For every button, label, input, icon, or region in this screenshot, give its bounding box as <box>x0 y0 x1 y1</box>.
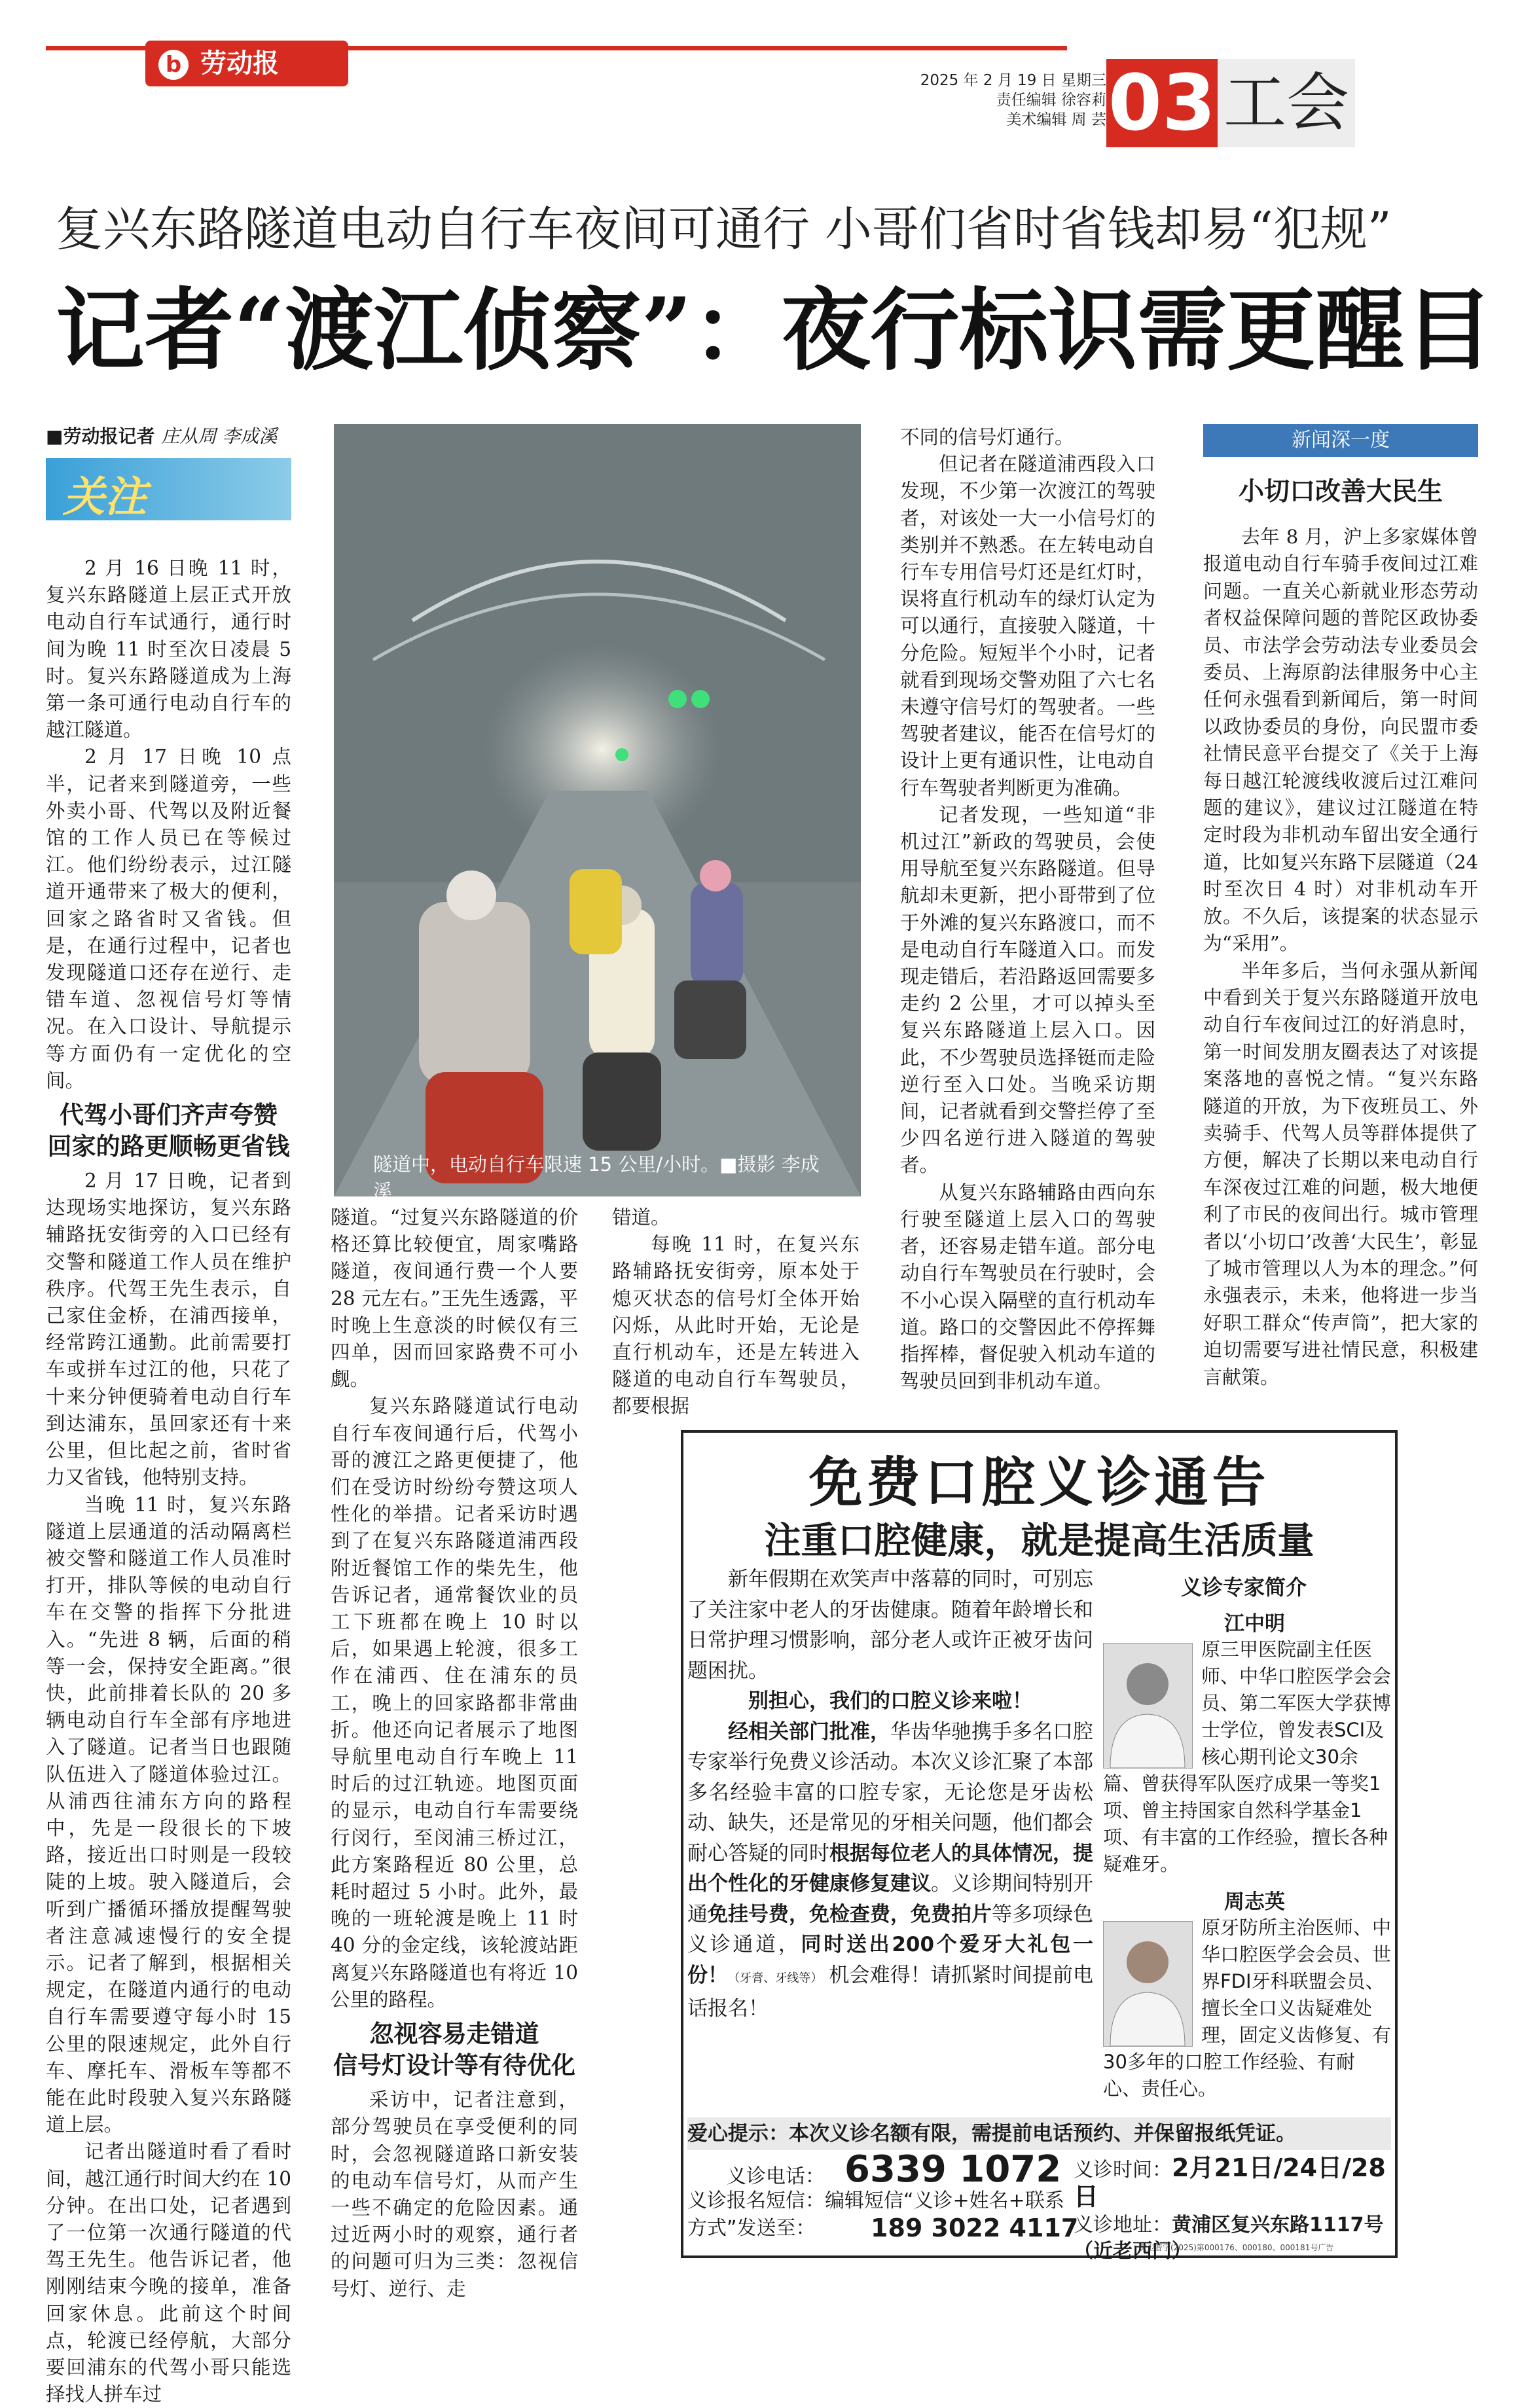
tel-number[interactable]: 6339 1072 <box>844 2148 1062 2191</box>
tunnel-photo <box>334 424 861 1196</box>
responsible-editor: 责任编辑 徐容莉 <box>996 92 1106 109</box>
paragraph: 记者出隧道时看了看时间，越江通行时间大约在 10 分钟。在出口处，记者遇到了一位第一次通行隧道的代驾王先生。他告诉记者，他刚刚结束今晚的接单，准备回家休息。此前这个时间点，轮渡已经停航，大部分要回浦东的代驾小哥只能选择找人拼车过 <box>46 2140 291 2406</box>
paragraph: 采访中，记者注意到，部分驾驶员在享受便利的同时，会忽视隧道路口新安装的电动车信号灯，从而产生一些不确定的危险因素。通过近两小时的观察，通行者的问题可归为三类：忽视信号灯、逆行、走 <box>331 2089 578 2300</box>
visit-time-value: 2月21日/24日/28日 <box>1074 2153 1386 2211</box>
paragraph: 半年多后，当何永强从新闻中看到关于复兴东路隧道开放电动自行车夜间过江的好消息时，第一时间发朋友圈表达了对该提案落地的喜悦之情。“复兴东路隧道的开放，为下夜班员工、外卖骑手、代驾人员等群体提供了方便，解决了长期以来电动自行车深夜过江难的问题，极大地便利了市民的夜间出行。城市管理者以‘小切口’改善‘大民生’，彰显了城市管理以人为本的理念。”何永强表示，未来，他将进一步当好职工群众“传声筒”，把大家的迫切需要写进社情民意，积极建言献策。 <box>1203 959 1478 1388</box>
ad-bold: 根据每位老人的具体情况，提出个性化的牙健康修复建议 <box>687 1841 1093 1896</box>
paragraph: 隧道。“过复兴东路隧道的价格还算比较便宜，周家嘴路隧道，夜间通行费一个人要 28 元左右。”王先生透露，平时晚上生意淡的时候仅有三四单，因而回家路费不可小觑。 <box>331 1206 578 1391</box>
article-column-2 <box>331 1204 578 2303</box>
section-heading-2: 忽视容易走错道 信号灯设计等有待优化 <box>333 2020 575 2080</box>
expert1-bio-text: 原三甲医院副主任医师、中华口腔医学会会员、第二军医大学获博士学位，曾发表SCI及核心期刊论文30余篇、曾获得军队医疗成果一等奖1项、曾主持国家自然科学基金1项、有丰富的工作经验，擅长各种疑难牙。 <box>1103 1638 1392 1875</box>
byline-label: ■劳动报记者 <box>46 425 155 447</box>
ad-text: 等多项绿色义诊通道， <box>687 1902 1093 1956</box>
section-name: 工会 <box>1218 59 1355 147</box>
sms-number[interactable]: 189 3022 4117 <box>871 2214 1079 2242</box>
paragraph: 2 月 17 日晚，记者到达现场实地探访，复兴东路辅路抚安街旁的入口已经有交警和隧道工作人员在维护秩序。代驾王先生表示，自己家住金桥，在浦西接单，经常跨江通勤。此前需要打车或拼车过江的他，只花了十来分钟便骑着电动自行车到达浦东，虽回家还有十来公里，但比起之前，省时省力又省钱，他特别支持。 <box>46 1170 291 1489</box>
tunnel-photo-illustration <box>334 424 861 1196</box>
paragraph: 2 月 16 日晚 11 时，复兴东路隧道上层正式开放电动自行车试通行，通行时间为晚 11 时至次日凌晨 5 时。复兴东路隧道成为上海第一条可通行电动自行车的越江隧道。 <box>46 557 291 742</box>
sidebar-label: 新闻深一度 <box>1203 424 1478 457</box>
sms-label: 义诊报名短信：编辑短信“义诊+姓名+联系方式”发送至： <box>687 2189 1064 2240</box>
visit-addr-value: 黄浦区复兴东路1117号（近老西门） <box>1074 2214 1384 2263</box>
article-title: 记者“渡江侦察”：夜行标识需更醒目 <box>56 278 1494 383</box>
focus-tag-text: 关注 <box>63 473 147 522</box>
visit-time <box>1074 2155 1388 2212</box>
tel-label: 义诊电话： <box>727 2165 825 2188</box>
ad-bold: 经相关部门批准， <box>728 1719 890 1744</box>
paragraph: 但记者在隧道浦西段入口发现，不少第一次渡江的驾驶者，对该处一大一小信号灯的类别并不熟悉。在左转电动自行车专用信号灯还是红灯时，误将直行机动车的绿灯认定为可以通行，直接驶入隧道，十分危险。短短半个小时，记者就看到现场交警劝阻了六七名未遵守信号灯的驾驶者。一些驾驶者建议，能否在信号灯的设计上更有通识性，让电动自行车驾驶者判断更为准确。 <box>900 453 1155 799</box>
article-subtitle: 复兴东路隧道电动自行车夜间可通行 小哥们省时省钱却易“犯规” <box>56 202 1392 257</box>
photo-caption: 隧道中，电动自行车限速 15 公里/小时。■摄影 李成溪 <box>373 1153 820 1202</box>
ad-small: （牙膏、牙线等） <box>728 1971 823 1985</box>
ad-paragraph <box>687 1717 1093 2024</box>
visit-address <box>1074 2212 1388 2265</box>
art-editor: 美术编辑 周 芸 <box>1006 111 1106 128</box>
paragraph: 去年 8 月，沪上多家媒体曾报道电动自行车骑手夜间过江难问题。一直关心新就业形态劳动者权益保障问题的普陀区政协委员、市法学会劳动法专业委员会委员、上海原韵法律服务中心主任何永强看到新闻后，第一时间以政协委员的身份，向民盟市委社情民意平台提交了《关于上海每日越江轮渡线收渡后过江难问题的建议》，建议过江隧道在特定时段为非机动车留出安全通行道，比如复兴东路下层隧道（24 时至次日 4 时）对非机动车开放。不久后，该提案的状态显示为“采用”。 <box>1203 526 1478 955</box>
ad-license: 黄卫普字(2025)第000176、000180、000181号广告 <box>1139 2243 1334 2252</box>
sidebar-body <box>1203 524 1478 1391</box>
ad-text: 。义诊期间特别开通 <box>687 1872 1093 1926</box>
focus-tag <box>46 458 291 520</box>
expert1-photo-space <box>1103 1636 1201 1767</box>
ad-tip-text: 爱心提示：本次义诊名额有限，需提前电话预约、并保留报纸凭证。 <box>687 2122 1296 2146</box>
article-column-3 <box>612 1204 860 1420</box>
paragraph: 每晚 11 时，在复兴东路辅路抚安街旁，原本处于熄灭状态的信号灯全体开始闪烁，从此时开始，无论是直行机动车，还是左转进入隧道的电动自行车驾驶员，都要根据 <box>612 1233 860 1418</box>
paragraph: 不同的信号灯通行。 <box>900 426 1074 448</box>
expert1-name: 江中明 <box>1224 1612 1285 1636</box>
ad-subtitle: 注重口腔健康，就是提高生活质量 <box>764 1520 1314 1562</box>
issue-meta <box>897 71 1106 130</box>
paragraph: 2 月 17 日晚 10 点半，记者来到隧道旁，一些外卖小哥、代驾以及附近餐馆的工作人员已在等候过江。他们纷纷表示，过江隧道开通带来了极大的便利，回家之路省时又省钱。但是，在通行过程中，记者也发现隧道口还存在逆行、走错车道、忽视信号灯等情况。在入口设计、导航提示等方面仍有一定优化的空间。 <box>46 746 291 1092</box>
paragraph: 当晚 11 时，复兴东路隧道上层通道的活动隔离栏被交警和隧道工作人员准时打开，排队等候的电动自行车在交警的指挥下分批进入。“先进 8 辆，后面的稍等一会，保持安全距离。”很快，此前排着长队的 20 多辆电动自行车全部有序地进入了隧道。记者当日也跟随队伍进入了隧道体验过江。从浦西往浦东方向的路程中，先是一段很长的下坡路，接近出口时则是一段较陡的上坡。驶入隧道后，会听到广播循环播放提醒驾驶者注意减速慢行的安全提示。记者了解到，根据相关规定，在隧道内通行的电动自行车需要遵守每小时 15 公里的限速规定，此外自行车、摩托车、滑板车等都不能在此时段驶入复兴东路隧道上层。 <box>46 1493 291 2136</box>
visit-time-label: 义诊时间： <box>1074 2159 1172 2182</box>
page-number: 03 <box>1106 59 1218 147</box>
sidebar-title: 小切口改善大民生 <box>1238 476 1443 507</box>
issue-date: 2025 年 2 月 19 日 星期三 <box>920 72 1106 89</box>
ad-highlight: 别担心，我们的口腔义诊来啦！ <box>748 1689 1032 1713</box>
logo-text: 劳动报 <box>200 48 279 79</box>
byline-names: 庄从周 李成溪 <box>161 425 278 447</box>
ad-paragraph: 新年假期在欢笑声中落幕的同时，可别忘了关注家中老人的牙齿健康。随着年龄增长和日常护理习惯影响，部分老人或许正被牙齿问题困扰。 <box>687 1568 1093 1683</box>
ad-text: 华齿华驰携手多名口腔专家举行免费义诊活动。本次义诊汇聚了本部多名经验丰富的口腔专家，无论您是牙齿松动、缺失，还是常见的牙相关问题，他们都会耐心答疑的同时 <box>687 1719 1093 1865</box>
visit-addr-label: 义诊地址： <box>1074 2214 1172 2237</box>
expert2-bio <box>1103 1914 1391 2102</box>
experts-title: 义诊专家简介 <box>1180 1575 1307 1600</box>
article-column-4 <box>900 424 1155 1395</box>
newspaper-logo <box>145 41 348 86</box>
logo-mark-icon: b <box>158 50 189 80</box>
section-heading-1: 代驾小哥们齐声夸赞 回家的路更顺畅更省钱 <box>47 1101 290 1161</box>
paragraph: 复兴东路隧道试行电动自行车夜间通行后，代驾小哥的渡江之路更便捷了，他们在受访时纷纷夸赞这项人性化的举措。记者采访时遇到了在复兴东路隧道浦西段附近餐馆工作的柴先生，他告诉记者，通常餐饮业的员工下班都在晚上 10 时以后，如果遇上轮渡，很多工作在浦西、住在浦东的员工，晚上的回家路都非常曲折。他还向记者展示了地图导航里电动自行车晚上 11 时后的过江轨迹。地图页面的显示，电动自行车需要绕行闵行，至闵浦三桥过江，此方案路程近 80 公里，总耗时超过 5 小时。此外，最晚的一班轮渡是晚上 11 时 40 分的金定线，该轮渡站距离复兴东路隧道也有将近 10 公里的路程。 <box>331 1395 578 2011</box>
paragraph: 从复兴东路辅路由西向东行驶至隧道上层入口的驾驶者，还容易走错车道。部分电动自行车驾驶员在行驶时，会不小心误入隔壁的直行机动车道。路口的交警因此不停挥舞指挥棒，督促驶入机动车道的驾驶员回到非机动车道。 <box>900 1181 1155 1393</box>
expert1-bio <box>1103 1636 1391 1878</box>
paragraph: 记者发现，一些知道“非机过江”新政的驾驶员，会使用导航至复兴东路隧道。但导航却未更新，把小哥带到了位于外滩的复兴东路渡口，而不是电动自行车隧道入口。而发现走错后，若沿路返回需要多走约 2 公里，才可以掉头至复兴东路隧道上层入口。因此，不少驾驶员选择铤而走险逆行至入口处。当晚采访期间，记者就看到交警拦停了至少四名逆行进入隧道的驾驶者。 <box>900 803 1155 1177</box>
article-column-1 <box>46 555 291 2408</box>
ad-tip <box>687 2117 1391 2150</box>
expert2-photo-space <box>1103 1914 1201 2045</box>
ad-bold: 免挂号费，免检查费，免费拍片 <box>708 1902 992 1926</box>
ad-title: 免费口腔义诊通告 <box>808 1452 1270 1514</box>
expert2-bio-text: 原牙防所主治医师、中华口腔医学会会员、世界FDI牙科联盟会员、擅长全口义齿疑难处理，固定义齿修复、有30多年的口腔工作经验、有耐心、责任心。 <box>1103 1916 1392 2100</box>
byline <box>46 422 308 448</box>
ad-bold: 同时送出200个爱牙大礼包一份！ <box>687 1933 1093 1987</box>
ad-text: 机会难得！请抓紧时间提前电话报名！ <box>687 1963 1094 2021</box>
ad-body <box>687 1564 1093 2024</box>
expert2-name: 周志英 <box>1224 1890 1285 1914</box>
paragraph: 错道。 <box>612 1206 670 1229</box>
